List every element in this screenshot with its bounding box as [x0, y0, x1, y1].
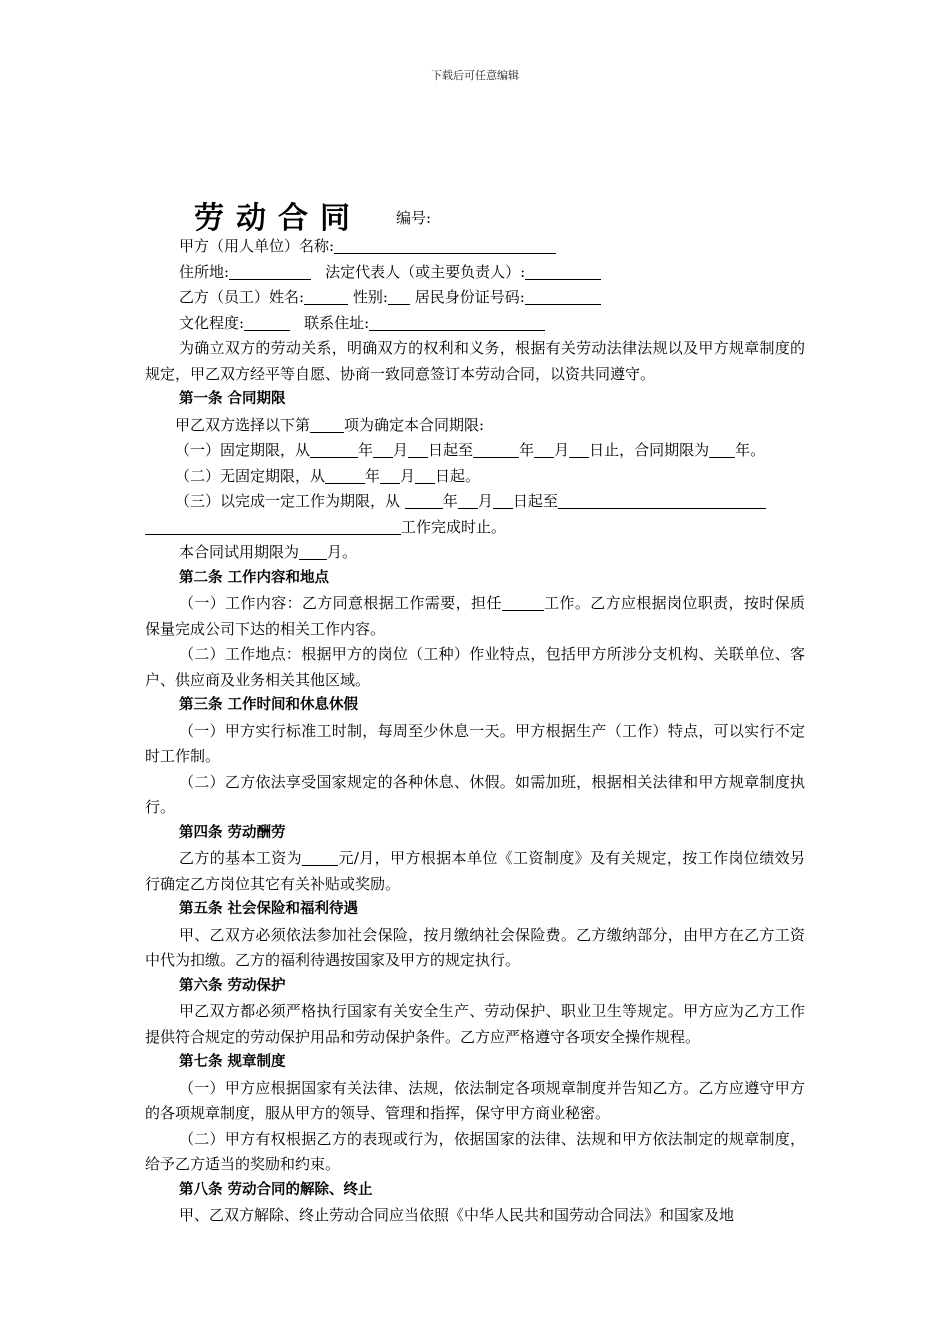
article-4-heading: 第四条 劳动酬劳: [179, 824, 286, 841]
open-start-year-blank[interactable]: [325, 467, 365, 484]
id-number-blank[interactable]: [525, 288, 601, 305]
header-note: 下载后可任意编辑: [431, 69, 519, 82]
task-start-year-blank[interactable]: [405, 492, 443, 509]
education-line: 文化程度: 联系住址:: [145, 311, 805, 337]
article-7-p2: （二）甲方有权根据乙方的表现或行为，依据国家的法律、法规和甲方依法制定的规章制度，给予乙方适当的奖励和约束。: [145, 1129, 805, 1173]
fixed-duration-blank[interactable]: [709, 441, 735, 458]
article-7-p1: （一）甲方应根据国家有关法律、法规，依法制定各项规章制度并告知乙方。乙方应遵守甲方的各项规章制度，服从甲方的领导、管理和指挥，保守甲方商业秘密。: [145, 1078, 805, 1122]
address-line: 住所地: 法定代表人（或主要负责人）:: [145, 260, 805, 286]
task-description-blank-2[interactable]: [145, 518, 401, 535]
address-blank[interactable]: [229, 263, 311, 280]
article-7-heading: 第七条 规章制度: [179, 1054, 286, 1070]
article-1-open-term: （二）无固定期限，从 年 月 日起。: [175, 466, 481, 485]
fixed-start-year-blank[interactable]: [310, 441, 358, 458]
probation-months-blank[interactable]: [299, 543, 327, 560]
open-start-day-blank[interactable]: [415, 467, 435, 484]
legal-rep-blank[interactable]: [525, 263, 601, 280]
gender-blank[interactable]: [388, 288, 410, 305]
base-salary-blank[interactable]: [302, 849, 338, 866]
article-8-heading: 第八条 劳动合同的解除、终止: [179, 1181, 373, 1198]
title-row: [194, 193, 432, 236]
article-4-p1: 乙方的基本工资为 元/月，甲方根据本单位《工资制度》及有关规定，按工作岗位绩效另行确定乙方岗位其它有关补贴或奖励。: [145, 849, 805, 893]
document-title: 劳动合同: [194, 201, 362, 236]
party-a-name-blank[interactable]: [334, 237, 556, 254]
article-1-probation: 本合同试用期限为 月。: [179, 543, 358, 561]
task-description-blank[interactable]: [558, 492, 766, 509]
article-3-p2: （二）乙方依法享受国家规定的各种休息、休假。如需加班，根据相关法律和甲方规章制度执行。: [145, 772, 805, 816]
fixed-start-day-blank[interactable]: [408, 441, 428, 458]
intro-paragraph: 为确立双方的劳动关系，明确双方的权利和义务，根据有关劳动法律法规以及甲方规章制度的规定，甲乙双方经平等自愿、协商一致同意签订本劳动合同，以资共同遵守。: [145, 339, 805, 383]
contact-address-blank[interactable]: [369, 314, 545, 331]
task-start-day-blank[interactable]: [493, 492, 513, 509]
fixed-start-month-blank[interactable]: [373, 441, 393, 458]
party-b-line: 乙方（员工）姓名: 性别: 居民身份证号码:: [145, 285, 805, 311]
education-blank[interactable]: [244, 314, 290, 331]
article-3-p1: （一）甲方实行标准工时制，每周至少休息一天。甲方根据生产（工作）特点，可以实行不定时工作制。: [145, 721, 805, 765]
article-8-p1: 甲、乙双方解除、终止劳动合同应当依照《中华人民共和国劳动合同法》和国家及地: [179, 1206, 735, 1224]
article-1-heading: 第一条 合同期限: [179, 391, 286, 407]
article-1-choose: 甲乙双方选择以下第 项为确定本合同期限:: [175, 415, 485, 434]
fixed-end-day-blank[interactable]: [569, 441, 589, 458]
article-1-task-term: （三）以完成一定工作为期限，从 年 月 日起至: [145, 489, 805, 515]
article-2-content: （一）工作内容：乙方同意根据工作需要，担任 工作。乙方应根据岗位职责，按时保质保量完成公司下达的相关工作内容。: [145, 594, 805, 638]
party-a-line: 甲方（用人单位）名称:: [145, 234, 805, 260]
article-2-location: （二）工作地点：根据甲方的岗位（工种）作业特点，包括甲方所涉分支机构、关联单位、客户、供应商及业务相关其他区域。: [145, 645, 805, 689]
article-2-heading: 第二条 工作内容和地点: [179, 569, 330, 586]
job-title-blank[interactable]: [502, 594, 544, 611]
serial-number-label: 编号:: [396, 209, 432, 227]
article-5-p1: 甲、乙双方必须依法参加社会保险，按月缴纳社会保险费。乙方缴纳部分，由甲方在乙方工资中代为扣缴。乙方的福利待遇按国家及甲方的规定执行。: [145, 925, 805, 969]
article-6-heading: 第六条 劳动保护: [179, 977, 286, 994]
fixed-end-month-blank[interactable]: [534, 441, 554, 458]
option-number-blank[interactable]: [310, 416, 344, 433]
article-3-heading: 第三条 工作时间和休息休假: [179, 697, 359, 713]
task-start-month-blank[interactable]: [458, 492, 478, 509]
contract-body: [145, 234, 805, 1229]
article-5-heading: 第五条 社会保险和福利待遇: [179, 901, 359, 917]
open-start-month-blank[interactable]: [380, 467, 400, 484]
article-1-task-end: 工作完成时止。: [145, 515, 805, 541]
fixed-end-year-blank[interactable]: [473, 441, 519, 458]
party-b-name-blank[interactable]: [304, 288, 348, 305]
article-6-p1: 甲乙双方都必须严格执行国家有关安全生产、劳动保护、职业卫生等规定。甲方应为乙方工作提供符合规定的劳动保护用品和劳动保护条件。乙方应严格遵守各项安全操作规程。: [145, 1002, 805, 1046]
article-1-fixed-term: （一）固定期限，从 年 月 日起至 年 月 日止，合同期限为 年。: [175, 441, 766, 459]
